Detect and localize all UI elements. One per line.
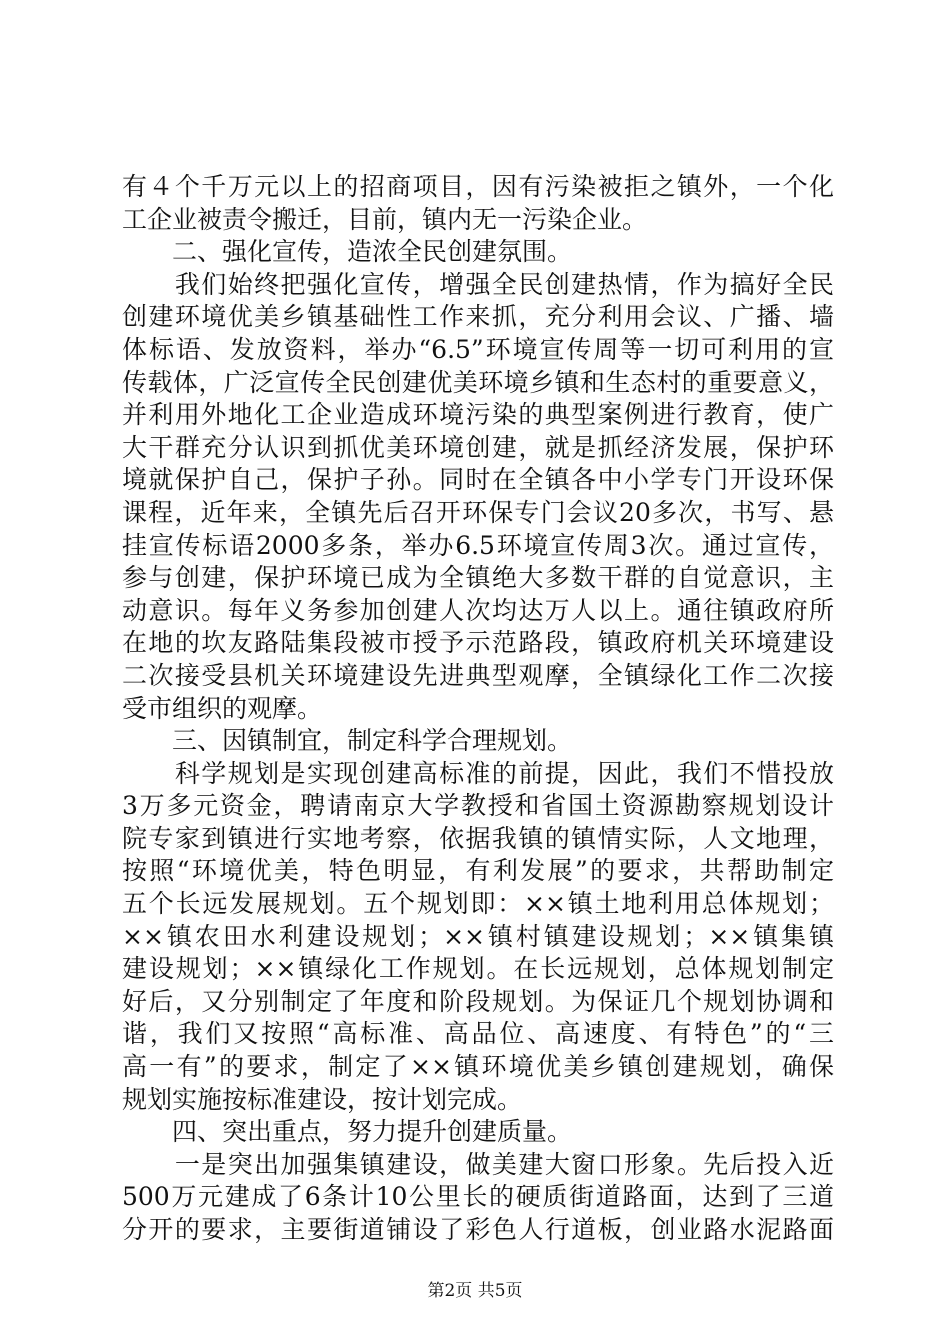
text-line: 建设规划；××镇绿化工作规划。在长远规划，总体规划制定 [122,954,834,984]
text-line: 工企业被责令搬迁，目前，镇内无一污染企业。 [122,204,648,234]
text-line: 二、强化宣传，造浓全民创建氛围。 [122,237,573,267]
text-line: 谐，我们又按照“高标准、高品位、高速度、有特色”的“三 [122,1019,834,1049]
text-line: 动意识。每年义务参加创建人次均达万人以上。通往镇政府所 [122,595,834,625]
text-line: 课程，近年来，全镇先后召开环保专门会议20多次，书写、悬 [122,497,834,527]
text-line: 高一有”的要求，制定了××镇环境优美乡镇创建规划，确保 [122,1052,834,1082]
text-line: 并利用外地化工企业造成环境污染的典型案例进行教育，使广 [122,400,834,430]
text-line: 体标语、发放资料，举办“6.5”环境宣传周等一切可利用的宣 [122,334,834,364]
text-line: 按照“环境优美，特色明显，有利发展”的要求，共帮助制定 [122,856,834,886]
text-line: 一是突出加强集镇建设，做美建大窗口形象。先后投入近 [122,1149,834,1179]
text-line: 境就保护自己，保护子孙。同时在全镇各中小学专门开设环保 [122,465,834,495]
text-line: 科学规划是实现创建高标准的前提，因此，我们不惜投放 [122,758,834,788]
text-line: 有４个千万元以上的招商项目，因有污染被拒之镇外，一个化 [122,172,834,201]
text-line: 分开的要求，主要街道铺设了彩色人行道板，创业路水泥路面 [122,1215,834,1244]
page-footer [0,1279,950,1303]
text-line: 传载体，广泛宣传全民创建优美环境乡镇和生态村的重要意义， [122,367,834,397]
text-line: 500万元建成了6条计10公里长的硬质街道路面，达到了三道 [122,1182,834,1212]
text-line: 3万多元资金，聘请南京大学教授和省国土资源勘察规划设计 [122,791,834,821]
text-line: 二次接受县机关环境建设先进典型观摩，全镇绿化工作二次接 [122,660,834,690]
text-line: 大干群充分认识到抓优美环境创建，就是抓经济发展，保护环 [122,432,834,462]
page-number: 第2页 共5页 [427,1281,523,1301]
text-line: 在地的坎友路陆集段被市授予示范路段，镇政府机关环境建设 [122,628,834,658]
document-body [122,171,834,1247]
text-line: 五个长远发展规划。五个规划即：××镇土地利用总体规划； [122,889,834,919]
text-line: 参与创建，保护环境已成为全镇绝大多数干群的自觉意识，主 [122,563,834,593]
text-line: 规划实施按标准建设，按计划完成。 [122,1084,523,1114]
text-line: ××镇农田水利建设规划；××镇村镇建设规划；××镇集镇 [122,921,834,951]
text-line: 创建环境优美乡镇基础性工作来抓，充分利用会议、广播、墙 [122,302,834,332]
text-line: 院专家到镇进行实地考察，依据我镇的镇情实际，人文地理， [122,823,834,853]
text-line: 好后，又分别制定了年度和阶段规划。为保证几个规划协调和 [122,986,834,1016]
text-line: 受市组织的观摩。 [122,693,323,723]
text-line: 我们始终把强化宣传，增强全民创建热情，作为搞好全民 [122,269,834,299]
text-line: 三、因镇制宜，制定科学合理规划。 [122,726,573,756]
text-line: 挂宣传标语2000多条，举办6.5环境宣传周3次。通过宣传， [122,530,834,560]
text-line: 四、突出重点，努力提升创建质量。 [122,1117,573,1147]
